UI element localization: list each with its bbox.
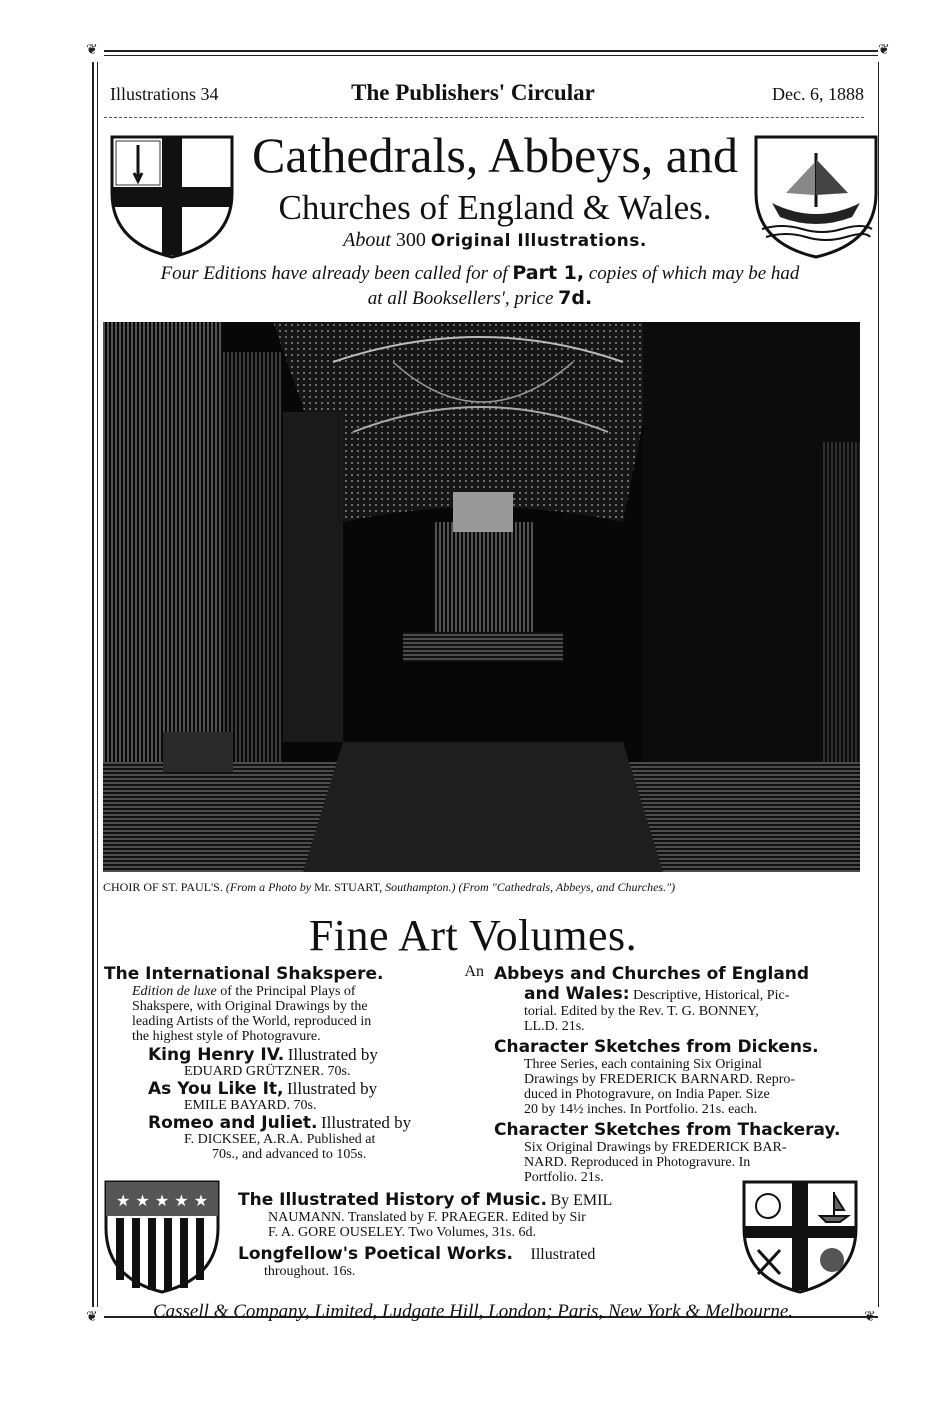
thackeray-line2: NARD. Reproduced in Photogravure. In xyxy=(524,1155,751,1170)
abbeys-line1: Descriptive, Historical, Pic- xyxy=(633,988,790,1003)
longfellow-rest: Illustrated xyxy=(530,1246,596,1263)
editions-text2: copies of which may be had xyxy=(588,263,800,284)
editions-price: 7d. xyxy=(558,287,593,309)
quartered-shield-icon xyxy=(740,1178,860,1296)
as-you-like-it-rest: Illustrated by xyxy=(287,1079,378,1098)
music-line1: NAUMANN. Translated by F. PRAEGER. Edited by Sir xyxy=(268,1210,586,1225)
romeo-juliet-title: Romeo and Juliet. xyxy=(148,1113,318,1133)
editions-text1: Four Editions have already been called for of xyxy=(160,263,508,284)
left-rule xyxy=(92,62,94,1307)
music-line2: F. A. GORE OUSELEY. Two Volumes, 31s. 6d. xyxy=(268,1225,536,1240)
engraving-caption xyxy=(103,880,883,895)
caption-from: (From a Photo by xyxy=(225,880,312,894)
editions-text3: at all Booksellers', price xyxy=(367,288,554,309)
right-column xyxy=(494,964,864,1185)
publisher-footer: Cassell & Company, Limited, Ludgate Hill, London; Paris, New York & Melbourne. xyxy=(152,1301,794,1322)
ad-title-line2: Churches of England & Wales. xyxy=(278,188,712,227)
king-henry-title: King Henry IV. xyxy=(148,1045,285,1065)
music-heading: The Illustrated History of Music. xyxy=(238,1190,547,1210)
corner-ornament-icon: ❦ xyxy=(86,42,98,58)
left-rule-thin xyxy=(97,62,98,1307)
shakspere-line1: of the Principal Plays of xyxy=(220,984,356,999)
corner-ornament-icon: ❦ xyxy=(86,1309,98,1325)
header-page-label: Illustrations 34 xyxy=(110,84,219,104)
abbeys-line2: torial. Edited by the Rev. T. G. BONNEY, xyxy=(524,1004,759,1019)
editions-part: Part 1, xyxy=(512,262,585,284)
choir-engraving xyxy=(103,322,860,872)
about-count: 300 xyxy=(395,229,426,251)
svg-text:★ ★ ★ ★ ★: ★ ★ ★ ★ ★ xyxy=(115,1191,209,1210)
longfellow-heading: Longfellow's Poetical Works. xyxy=(238,1244,513,1264)
caption-city: Southampton.) xyxy=(385,880,456,894)
caption-source: (From "Cathedrals, Abbeys, and Churches.") xyxy=(458,880,676,894)
shakspere-an: An xyxy=(464,963,484,980)
choir-engraving-illustration xyxy=(103,322,860,872)
shakspere-line4: the highest style of Photogravure. xyxy=(132,1029,321,1044)
top-rule xyxy=(104,50,878,52)
shakspere-heading: The International Shakspere. xyxy=(104,964,384,984)
bottom-entries xyxy=(238,1190,732,1279)
romeo-juliet-artist: F. DICKSEE, A.R.A. xyxy=(184,1132,304,1147)
header-title: The Publishers' Circular xyxy=(351,80,595,105)
romeo-juliet-price: 70s., and advanced to 105s. xyxy=(212,1147,367,1162)
editions-notice xyxy=(100,261,860,311)
romeo-juliet-rest: Illustrated by xyxy=(320,1113,412,1132)
dickens-heading: Character Sketches from Dickens. xyxy=(494,1037,819,1057)
as-you-like-it-artist: EMILE BAYARD. xyxy=(184,1098,291,1113)
ad-subtitle xyxy=(240,229,750,252)
king-henry-artist: EDUARD GRÜTZNER. xyxy=(184,1064,324,1079)
section-title: Fine Art Volumes. xyxy=(308,911,638,960)
abbeys-line3: LL.D. 21s. xyxy=(524,1019,585,1034)
romeo-juliet-published: Published at xyxy=(306,1132,376,1147)
edition-de-luxe: Edition de luxe xyxy=(132,984,217,999)
about-prefix: About xyxy=(343,229,391,251)
as-you-like-it-title: As You Like It, xyxy=(148,1079,284,1099)
dickens-line4: 20 by 14½ inches. In Portfolio. 21s. each. xyxy=(524,1102,758,1117)
as-you-like-it-price: 70s. xyxy=(293,1098,317,1113)
abbeys-heading: Abbeys and Churches of England xyxy=(494,964,810,984)
longfellow-line1: throughout. 16s. xyxy=(264,1264,356,1279)
thackeray-heading: Character Sketches from Thackeray. xyxy=(494,1120,841,1140)
about-illustrations: Original Illustrations. xyxy=(430,231,647,251)
stars-stripes-shield-icon xyxy=(102,1178,222,1296)
ad-title-line1: Cathedrals, Abbeys, and xyxy=(251,127,738,183)
header-divider xyxy=(104,117,864,118)
caption-author: Mr. STUART, xyxy=(314,880,383,894)
abbeys-heading2: and Wales: xyxy=(524,984,630,1004)
thackeray-line1: Six Original Drawings by FREDERICK BAR- xyxy=(524,1140,787,1155)
corner-ornament-icon: ❦ xyxy=(864,1309,876,1325)
king-henry-rest: Illustrated by xyxy=(287,1045,378,1064)
ship-shield-icon xyxy=(752,133,880,261)
top-rule-thin xyxy=(104,55,878,56)
caption-place: CHOIR OF ST. PAUL'S. xyxy=(103,880,223,894)
left-column xyxy=(104,964,484,1162)
st-george-shield-icon xyxy=(108,133,236,261)
dickens-line1: Three Series, each containing Six Original xyxy=(524,1057,762,1072)
dickens-line2: Drawings by FREDERICK BARNARD. Repro- xyxy=(524,1072,796,1087)
king-henry-price: 70s. xyxy=(327,1064,351,1079)
corner-ornament-icon: ❦ xyxy=(878,42,890,58)
dickens-line3: duced in Photogravure, on India Paper. Size xyxy=(524,1087,770,1102)
shakspere-line3: leading Artists of the World, reproduced in xyxy=(132,1014,372,1029)
shakspere-line2: Shakspere, with Original Drawings by the xyxy=(132,999,368,1014)
music-by: By EMIL xyxy=(550,1192,613,1209)
thackeray-line3: Portfolio. 21s. xyxy=(524,1170,604,1185)
header-date: Dec. 6, 1888 xyxy=(772,84,864,104)
